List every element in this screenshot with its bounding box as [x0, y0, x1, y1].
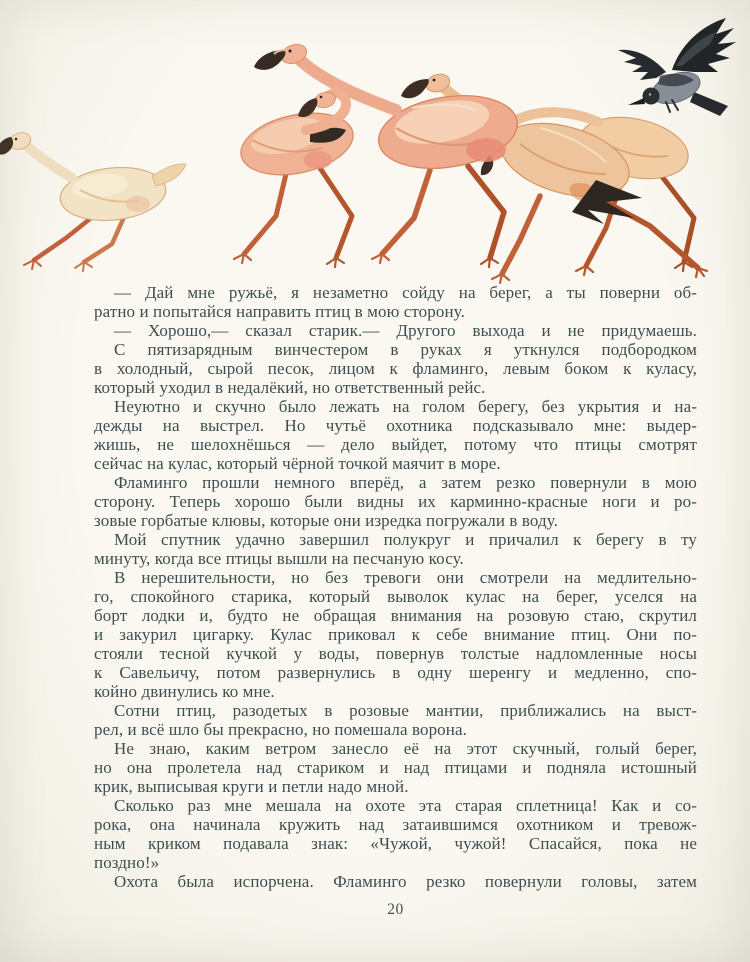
- flamingo-flock-illustration: [0, 8, 750, 290]
- text-line: который уходил в недалёкий, но ответственный рейс.: [94, 378, 486, 397]
- text-line: зовые горбатые клювы, которые они изредка погружали в воду.: [94, 511, 559, 530]
- text-line: ратно и попытайся направить птиц в мою сторону.: [94, 302, 465, 321]
- page-number: 20: [387, 901, 404, 918]
- text-line: и закурил цигарку. Кулас приковал к себе внимание птиц. Они по-: [94, 625, 697, 644]
- text-line: го, спокойного старика, который выволок кулас на берег, уселся на: [94, 587, 697, 606]
- text-line: к Савельичу, потом развернулись в одну шеренгу и медленно, спо-: [94, 663, 697, 682]
- paragraph: [94, 796, 697, 872]
- text-line: сейчас на кулас, который чёрной точкой маячит в море.: [94, 454, 501, 473]
- text-line: крик, выписывая круги и петли надо мной.: [94, 777, 409, 796]
- flamingo-1: [0, 130, 186, 271]
- text-line: Сколько раз мне мешала на охоте эта старая сплетница! Как и со-: [114, 796, 697, 815]
- text-line: жишь, не шелохнёшься — дело выйдет, потому что птицы смотрят: [94, 435, 697, 454]
- page-text: [94, 283, 697, 891]
- paragraph: [94, 872, 697, 891]
- text-line: Мой спутник удачно завершил полукруг и причалил к берегу в ту: [114, 530, 697, 549]
- text-line: но она пролетела над стариком и над птицами и подняла истошный: [94, 758, 697, 777]
- flamingo-2: [234, 90, 359, 267]
- text-line: В нерешительности, но без тревоги они смотрели на медлительно-: [114, 568, 697, 587]
- text-line: Фламинго прошли немного вперёд, а затем резко повернули в мою: [114, 473, 697, 492]
- paragraph: [94, 701, 697, 739]
- text-line: стояли тесной кучкой у воды, повернув толстые надломленные носы: [94, 644, 697, 663]
- paragraph: [94, 321, 697, 340]
- text-line: ным криком подавала знак: «Чужой, чужой! Спасайся, пока не: [94, 834, 697, 853]
- crow-illustration: [618, 18, 736, 116]
- paragraph: [94, 568, 697, 701]
- text-line: — Хорошо,— сказал старик.— Другого выхода и не придумаешь.: [114, 321, 697, 340]
- text-line: Охота была испорчена. Фламинго резко повернули головы, затем: [114, 872, 697, 891]
- paragraph: [94, 739, 697, 796]
- paragraph: [94, 530, 697, 568]
- paragraph: [94, 473, 697, 530]
- text-line: С пятизарядным винчестером в руках я уткнулся подбородком: [114, 340, 697, 359]
- paragraph: [94, 340, 697, 397]
- text-line: — Дай мне ружьё, я незаметно сойду на берег, а ты поверни об-: [114, 283, 697, 302]
- text-line: рел, и всё шло бы прекрасно, но помешала ворона.: [94, 720, 467, 739]
- paragraph: [94, 283, 697, 321]
- text-line: рока, она начинала кружить над затаившимся охотником и тревож-: [94, 815, 697, 834]
- text-line: Неуютно и скучно было лежать на голом берегу, без укрытия и на-: [114, 397, 697, 416]
- text-line: сторону. Теперь хорошо были видны их карминно-красные ноги и ро-: [94, 492, 697, 511]
- text-line: в холодный, сырой песок, лицом к фламинго, левым боком к куласу,: [94, 359, 697, 378]
- text-line: борт лодки и, будто не обращая внимания на розовую стаю, скрутил: [94, 606, 697, 625]
- text-line: койно двинулись ко мне.: [94, 682, 275, 701]
- paragraph: [94, 397, 697, 473]
- text-line: минуту, когда все птицы вышли на песчаную косу.: [94, 549, 464, 568]
- text-line: дежды на выстрел. Но чутьё охотника подсказывало мне: выдер-: [94, 416, 697, 435]
- text-line: Сотни птиц, разодетых в розовые мантии, приближались на выст-: [114, 701, 697, 720]
- text-line: поздно!»: [94, 853, 160, 872]
- text-line: Не знаю, каким ветром занесло её на этот скучный, голый берег,: [114, 739, 697, 758]
